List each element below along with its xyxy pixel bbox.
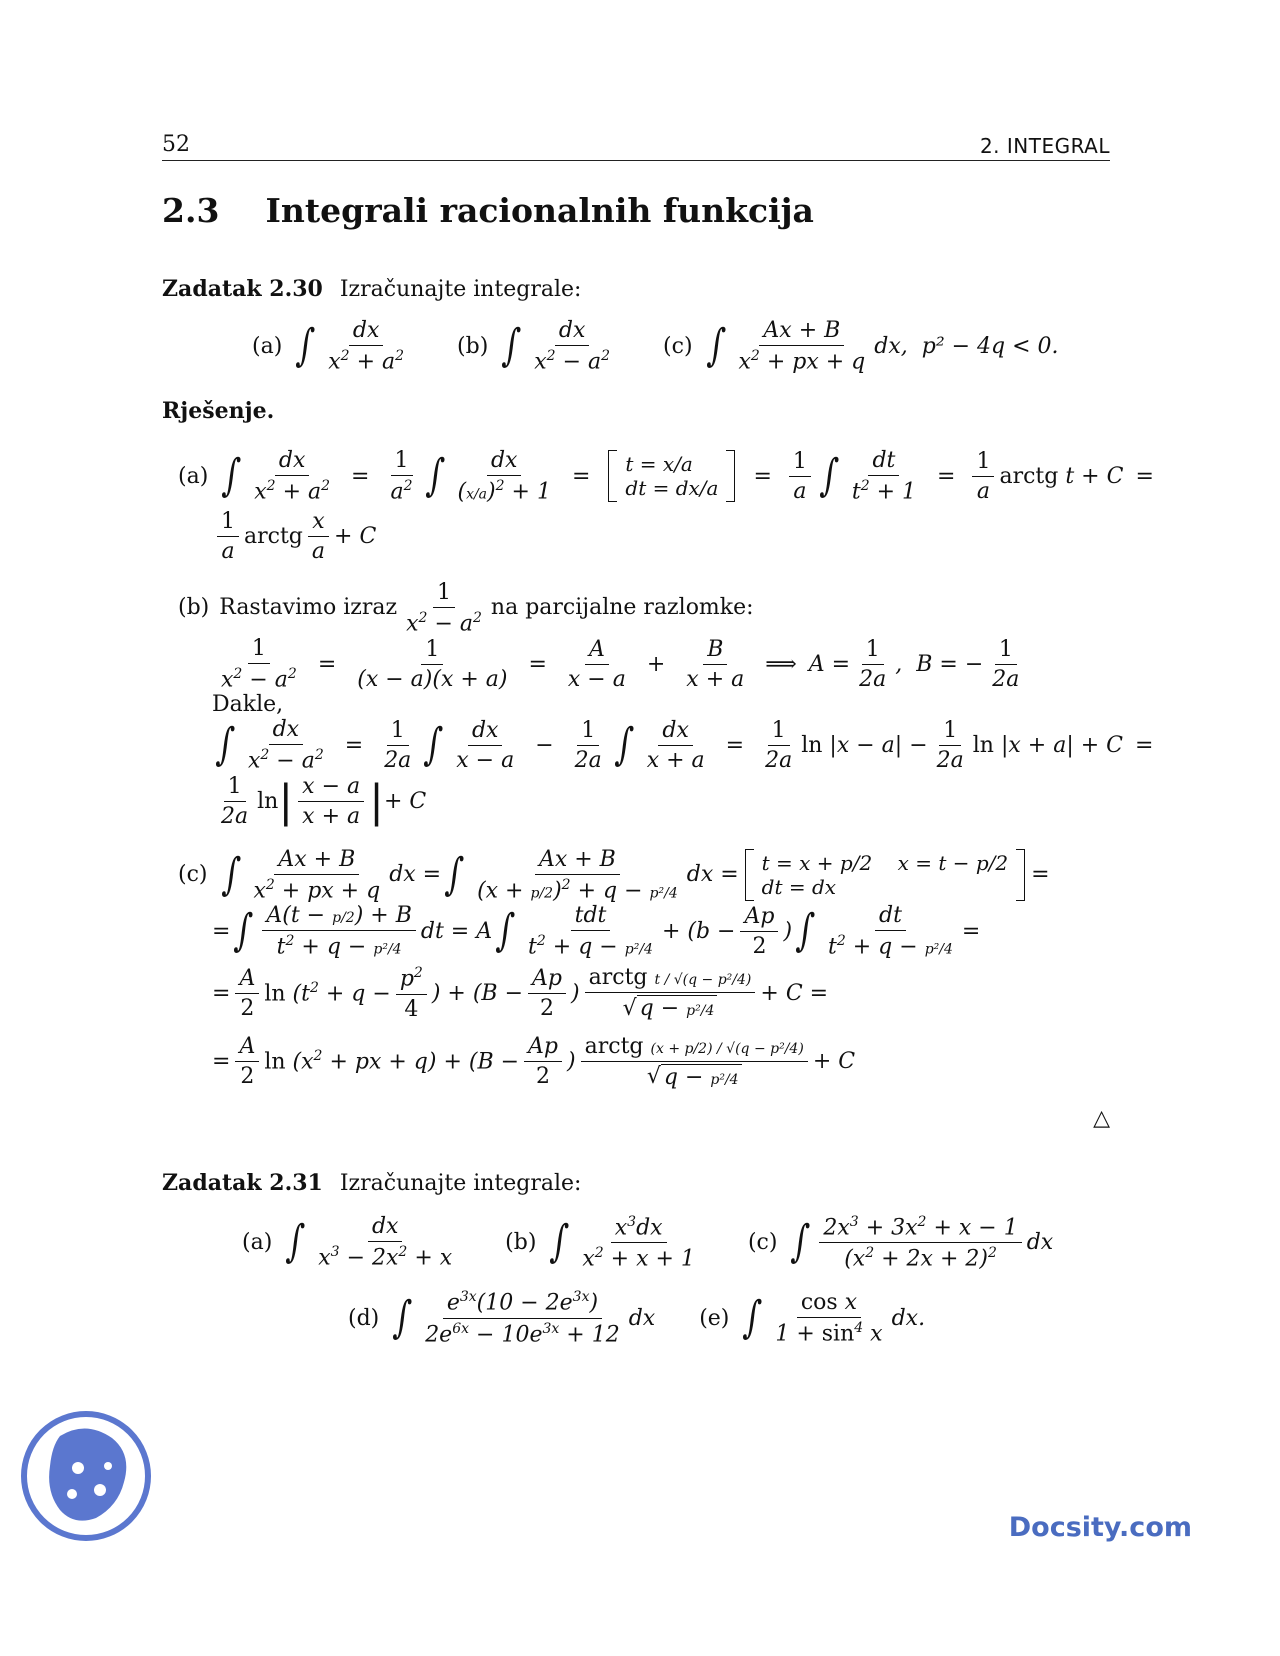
solution-b-result: $\frac{1}{2a}$ ln | $\frac{x - a}{x + a}$ | + C	[221, 773, 427, 829]
condition: p² − 4q < 0.	[921, 333, 1059, 359]
solution-a-line2: $\frac{1}{a}$ arctg $\frac{x}{a}$ + C	[212, 509, 1110, 564]
item-label: (c)	[663, 333, 693, 359]
task-2-31-integrals-row1: (a) ∫ $\frac{dx}{x^3 - 2x^2 + x}$ (b) ∫ $\frac{x^3dx}{x^2 + x + 1}$ (c) ∫ $\frac{2x^3 + 3x^2 + x - 1}{(x^2 + 2x + 2)^2}$ dx	[242, 1213, 1054, 1272]
docsity-logo-icon	[20, 1410, 152, 1542]
item-label: (c)	[747, 1229, 778, 1255]
docsity-brand[interactable]: Docsity.com	[1008, 1512, 1192, 1543]
page	[162, 128, 1154, 1347]
qed-triangle-icon: △	[1093, 1105, 1110, 1131]
solution-b-partial: $\frac{1}{x^2 - a^2}$ = $\frac{1}{(x - a)(x + a)}$ = $\frac{A}{x - a}$ + $\frac{B}{x + a}$ ⟹ A = $\frac{1}{2a}$ , B = − $\frac{1}{2a}$	[221, 635, 1020, 693]
task-2-31	[162, 1170, 1110, 1196]
page-number: 52	[162, 132, 190, 157]
item-label: (b)	[505, 1229, 537, 1255]
task-text: Izračunajte integrale:	[339, 1170, 582, 1196]
item-label: (b)	[178, 595, 210, 621]
chapter-title: 2. INTEGRAL	[979, 134, 1110, 158]
dakle: Dakle,	[212, 692, 284, 718]
task-label: Zadatak 2.30	[162, 276, 323, 302]
solution-a-line1: (a) ∫ $\frac{dx}{x^2 + a^2}$ = $\frac{1}{a^2}$ ∫ $\frac{dx}{(x/a)^2 + 1}$ = t = x/a dt = dx/a = $\frac{1}{a}$ ∫ $\frac{dt}{t^2 + 1}$ = $\frac{1}{a}$ arctg t + C =	[178, 448, 1154, 505]
solution-c-line4: = $\frac{A}{2}$ $\ln (x^2$ + px + q) + (B − $\frac{Ap}{2}$ ) arctg (x + p/2) / √(q − p²/4) √ q − p²/4 + C	[212, 1033, 856, 1090]
solution-b-intro: (b) Rastavimo izraz $\frac{1}{x^2 - a^2}$ na parcijalne razlomke:	[178, 579, 754, 636]
b-intro-text: Rastavimo izraz	[219, 595, 398, 621]
item-label: (a)	[242, 1229, 273, 1255]
task-text: Izračunajte integrale:	[339, 277, 582, 302]
section-title: Integrali racionalnih funkcija	[265, 191, 814, 230]
item-label: (c)	[178, 862, 208, 888]
b-intro-text2: na parcijalne razlomke:	[490, 595, 754, 621]
item-label: (a)	[252, 333, 283, 359]
task-label: Zadatak 2.31	[162, 1169, 323, 1196]
solution-c-line3: = $\frac{A}{2}$ $\ln (t^2 + q$ − $\frac{p^2}{4}$ ) + (B − $\frac{Ap}{2}$ ) arctg t / √(q − p²/4) √ q − p²/4 + C =	[212, 965, 829, 1022]
running-header	[162, 128, 1110, 161]
solution-c-line2: = ∫ $\frac{A(t - p/2) + B}{t^2 + q - p^2/4}$ dt = A ∫ $\frac{\text{tdt}}{t^2 + q - p^2/4}$ + (b − $\frac{Ap}{2}$ ) ∫ $\frac{dt}{t^2 + q - p^2/4}$ =	[212, 902, 981, 960]
solution-b-integral: ∫ $\frac{dx}{x^2 - a^2}$ = $\frac{1}{2a}$ ∫ $\frac{dx}{x - a}$ − $\frac{1}{2a}$ ∫ $\frac{dx}{x + a}$ = $\frac{1}{2a}$ ln |x − a| − $\frac{1}{2a}$ ln |x + a| + C =	[214, 717, 1154, 774]
task-2-30	[162, 276, 1110, 302]
item-label: (d)	[348, 1305, 380, 1331]
section-heading	[162, 191, 1110, 230]
task-2-31-integrals-row2: (d) ∫ $\frac{e^{3x}(10 - 2e^{3x})}{2e^{6x} - 10e^{3x} + 12}$ dx (e) ∫ $\frac{\text{cos x}}{1 + \sin^4 x}$ dx.	[348, 1289, 926, 1347]
solution-c-line1: (c) ∫ $\frac{Ax + B}{x^2 + px + q}$ dx = ∫ $\frac{Ax + B}{(x + p/2)^2 + q - p^2/4}$ dx = t = x + p/2 x = t − p/2 dt = dx =	[178, 846, 1050, 903]
solution-heading: Rješenje.	[162, 398, 275, 425]
task-2-30-integrals: (a) ∫ $\frac{dx}{x^2 + a^2}$ (b) ∫ $\frac{dx}{x^2 - a^2}$ (c) ∫ $\frac{Ax + B}{x^2 + px + q}$ dx, p² − 4q < 0.	[252, 318, 1059, 375]
section-number: 2.3	[162, 191, 220, 230]
item-label: (a)	[178, 463, 209, 489]
item-label: (b)	[457, 333, 489, 359]
item-label: (e)	[699, 1305, 730, 1331]
